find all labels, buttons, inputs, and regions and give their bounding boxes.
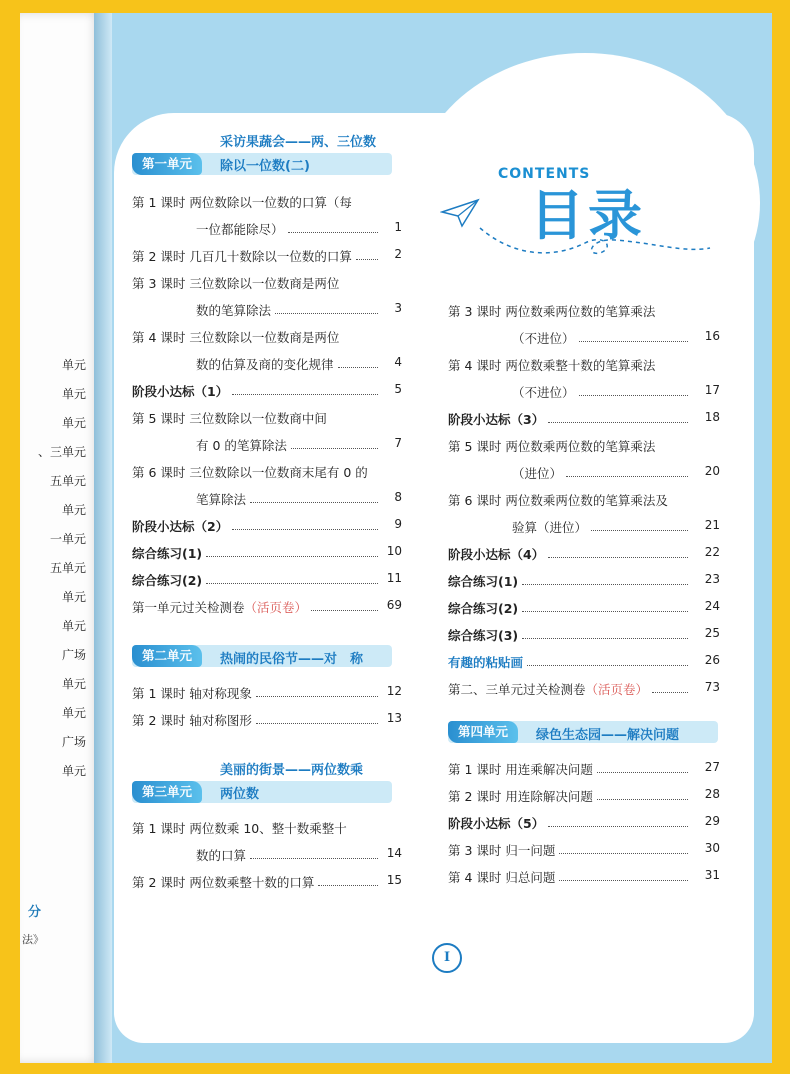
toc-entry-continuation: 数的口算 xyxy=(196,848,247,863)
dot-leader xyxy=(579,395,688,396)
toc-entry-text: 第 1 课时 轴对称现象 xyxy=(132,686,252,701)
dot-leader xyxy=(256,723,378,724)
toc-entry-text: 第 4 课时 归总问题 xyxy=(448,870,556,885)
toc-entry xyxy=(132,193,352,211)
toc-entry-text: 第 6 课时 三位数除以一位数商末尾有 0 的 xyxy=(132,465,368,480)
toc-entry-text: 第 2 课时 轴对称图形 xyxy=(132,713,252,728)
toc-entry xyxy=(132,517,228,535)
dot-leader xyxy=(548,557,688,558)
toc-page-number: 4 xyxy=(394,355,402,369)
loose-leaf-label: （活页卷） xyxy=(244,600,308,615)
toc-entry xyxy=(448,437,655,455)
toc-page-number: 18 xyxy=(704,410,720,424)
dot-leader xyxy=(591,530,688,531)
left-edge-unit-label: 、三单元 xyxy=(37,445,86,459)
toc-page-number: 7 xyxy=(394,436,402,450)
dot-leader xyxy=(559,880,688,881)
toc-page-number: 10 xyxy=(386,544,402,558)
toc-entry-text: 第二、三单元过关检测卷 xyxy=(448,682,586,697)
left-edge-unit-label: 广场 xyxy=(61,735,86,749)
dot-leader xyxy=(597,772,688,773)
toc-entry-text: 第 3 课时 三位数除以一位数商是两位 xyxy=(132,276,340,291)
toc-entry xyxy=(448,760,593,778)
toc-entry xyxy=(448,410,544,428)
toc-entry xyxy=(132,463,368,481)
toc-page-number: 20 xyxy=(704,464,720,478)
toc-entry-continuation: 笔算除法 xyxy=(196,492,247,507)
toc-entry-text: 第 6 课时 两位数乘两位数的笔算乘法及 xyxy=(448,493,668,508)
toc-page-number: 28 xyxy=(704,787,720,801)
dot-leader xyxy=(275,313,378,314)
page-number: I xyxy=(432,943,462,973)
book-spread xyxy=(20,13,772,1063)
book-spine xyxy=(94,13,112,1063)
dot-leader xyxy=(522,611,688,612)
dot-leader xyxy=(311,610,378,611)
toc-page-number: 17 xyxy=(704,383,720,397)
unit-title: 绿色生态园——解决问题 xyxy=(536,728,680,743)
page-title: 目录 xyxy=(530,184,646,247)
toc-page-number: 29 xyxy=(704,814,720,828)
dot-leader xyxy=(548,422,688,423)
left-edge-unit-label: 单元 xyxy=(61,677,86,691)
dot-leader xyxy=(522,584,688,585)
toc-entry-text: 第 4 课时 两位数乘整十数的笔算乘法 xyxy=(448,358,656,373)
toc-page-number: 23 xyxy=(704,572,720,586)
toc-page-number: 22 xyxy=(704,545,720,559)
toc-page-number: 1 xyxy=(394,220,402,234)
left-page-text-1: 分 xyxy=(28,905,42,920)
toc-entry xyxy=(132,819,347,837)
dot-leader xyxy=(652,692,688,693)
toc-entry-text: 第 2 课时 用连除解决问题 xyxy=(448,789,593,804)
toc-entry-text: 第 1 课时 两位数乘 10、整十数乘整十 xyxy=(132,821,347,836)
toc-entry-text: 第 5 课时 两位数乘两位数的笔算乘法 xyxy=(448,439,656,454)
toc-entry-continuation: 数的笔算除法 xyxy=(196,303,272,318)
dot-leader xyxy=(522,638,688,639)
left-edge-unit-label: 单元 xyxy=(61,706,86,720)
dot-leader xyxy=(566,476,688,477)
toc-entry-continuation: 数的估算及商的变化规律 xyxy=(196,357,334,372)
toc-page-number: 31 xyxy=(704,868,720,882)
toc-entry xyxy=(448,841,555,859)
dot-leader xyxy=(318,885,378,886)
dot-leader xyxy=(291,448,378,449)
toc-entry-text: 有趣的粘贴画 xyxy=(448,655,524,670)
toc-entry xyxy=(132,328,339,346)
dot-leader xyxy=(288,232,378,233)
toc-entry xyxy=(132,711,252,729)
unit-title: 美丽的街景——两位数乘 xyxy=(220,763,364,778)
unit-badge: 第四单元 xyxy=(448,721,518,743)
toc-entry-text: 第 2 课时 几百几十数除以一位数的口算 xyxy=(132,249,352,264)
toc-entry-text: 第一单元过关检测卷 xyxy=(132,600,245,615)
toc-page-number: 73 xyxy=(704,680,720,694)
toc-entry-text: 第 2 课时 两位数乘整十数的口算 xyxy=(132,875,315,890)
toc-entry-continuation: （进位） xyxy=(512,466,563,481)
toc-entry-text: 阶段小达标（2） xyxy=(132,519,229,534)
toc-entry-text: 综合练习(2) xyxy=(448,601,519,616)
toc-entry xyxy=(448,572,518,590)
left-edge-unit-label: 单元 xyxy=(61,358,86,372)
toc-entry xyxy=(448,599,518,617)
dot-leader xyxy=(206,556,378,557)
toc-page-number: 3 xyxy=(394,301,402,315)
toc-entry-continuation: 有 0 的笔算除法 xyxy=(196,438,287,453)
toc-page-number: 13 xyxy=(386,711,402,725)
toc-entry xyxy=(132,598,307,616)
unit-title: 两位数 xyxy=(220,787,260,802)
toc-entry xyxy=(448,302,655,320)
toc-entry xyxy=(132,684,252,702)
dot-leader xyxy=(206,583,378,584)
dot-leader xyxy=(232,394,378,395)
toc-page-number: 2 xyxy=(394,247,402,261)
toc-entry-continuation: （不进位） xyxy=(512,385,575,400)
toc-entry xyxy=(132,382,228,400)
toc-entry-text: 阶段小达标（1） xyxy=(132,384,229,399)
toc-entry-text: 综合练习(2) xyxy=(132,573,203,588)
toc-entry xyxy=(132,571,202,589)
toc-entry-continuation: （不进位） xyxy=(512,331,575,346)
dot-leader xyxy=(579,341,688,342)
toc-page-number: 11 xyxy=(386,571,402,585)
dot-leader xyxy=(232,529,378,530)
toc-entry-text: 阶段小达标（4） xyxy=(448,547,545,562)
toc-entry xyxy=(132,247,352,265)
left-page-edge xyxy=(20,13,100,1063)
toc-entry xyxy=(448,653,523,671)
toc-entry-continuation: 一位都能除尽） xyxy=(196,222,284,237)
left-edge-unit-label: 广场 xyxy=(61,648,86,662)
dot-leader xyxy=(256,696,378,697)
toc-entry xyxy=(132,409,327,427)
left-edge-unit-label: 五单元 xyxy=(49,561,86,575)
contents-label: CONTENTS xyxy=(498,166,591,182)
dot-leader xyxy=(527,665,688,666)
dot-leader xyxy=(597,799,688,800)
left-page-text-2: 法》 xyxy=(22,933,44,946)
dot-leader xyxy=(250,502,378,503)
toc-page-number: 8 xyxy=(394,490,402,504)
toc-page-number: 25 xyxy=(704,626,720,640)
unit-badge: 第二单元 xyxy=(132,645,202,667)
left-edge-unit-label: 单元 xyxy=(61,619,86,633)
left-edge-unit-label: 单元 xyxy=(61,590,86,604)
loose-leaf-label: （活页卷） xyxy=(585,682,649,697)
toc-entry-text: 第 5 课时 三位数除以一位数商中间 xyxy=(132,411,327,426)
left-edge-unit-label: 单元 xyxy=(61,764,86,778)
toc-entry xyxy=(448,868,555,886)
toc-page-number: 30 xyxy=(704,841,720,855)
left-page-units xyxy=(20,351,94,786)
unit-badge: 第一单元 xyxy=(132,153,202,175)
toc-page-number: 9 xyxy=(394,517,402,531)
toc-entry-text: 阶段小达标（5） xyxy=(448,816,545,831)
toc-entry xyxy=(448,545,544,563)
toc-page-number: 16 xyxy=(704,329,720,343)
unit-title: 热闹的民俗节——对 称 xyxy=(220,652,364,667)
toc-page-number: 21 xyxy=(704,518,720,532)
dot-leader xyxy=(548,826,688,827)
toc-entry-text: 综合练习(1) xyxy=(448,574,519,589)
toc-page-number: 27 xyxy=(704,760,720,774)
toc-page-number: 24 xyxy=(704,599,720,613)
dot-leader xyxy=(250,858,378,859)
toc-entry xyxy=(132,873,314,891)
toc-entry-text: 第 3 课时 两位数乘两位数的笔算乘法 xyxy=(448,304,656,319)
toc-page-number: 5 xyxy=(394,382,402,396)
toc-entry-text: 综合练习(3) xyxy=(448,628,519,643)
toc-page-number: 12 xyxy=(386,684,402,698)
left-edge-unit-label: 五单元 xyxy=(49,474,86,488)
left-edge-unit-label: 单元 xyxy=(61,387,86,401)
toc-entry xyxy=(448,680,648,698)
toc-page-number: 15 xyxy=(386,873,402,887)
toc-page-number: 69 xyxy=(386,598,402,612)
toc-entry-text: 综合练习(1) xyxy=(132,546,203,561)
left-edge-unit-label: 一单元 xyxy=(49,532,86,546)
toc-entry-text: 第 1 课时 用连乘解决问题 xyxy=(448,762,593,777)
toc-entry xyxy=(132,544,202,562)
toc-entry-text: 阶段小达标（3） xyxy=(448,412,545,427)
unit-title: 除以一位数(二) xyxy=(220,159,310,174)
toc-entry xyxy=(448,814,544,832)
toc-page-number: 14 xyxy=(386,846,402,860)
toc-entry-text: 第 3 课时 归一问题 xyxy=(448,843,556,858)
toc-entry-text: 第 1 课时 两位数除以一位数的口算（每 xyxy=(132,195,352,210)
toc-page-number: 26 xyxy=(704,653,720,667)
unit-title: 采访果蔬会——两、三位数 xyxy=(220,135,377,150)
toc-entry-continuation: 验算（进位） xyxy=(512,520,588,535)
left-edge-unit-label: 单元 xyxy=(61,416,86,430)
toc-entry xyxy=(448,626,518,644)
unit-badge: 第三单元 xyxy=(132,781,202,803)
dashed-swirl-decoration xyxy=(475,218,715,268)
paper-plane-icon xyxy=(440,198,480,228)
dot-leader xyxy=(559,853,688,854)
toc-entry xyxy=(448,491,668,509)
toc-entry xyxy=(448,787,593,805)
left-edge-unit-label: 单元 xyxy=(61,503,86,517)
toc-entry xyxy=(132,274,339,292)
toc-entry-text: 第 4 课时 三位数除以一位数商是两位 xyxy=(132,330,340,345)
toc-entry xyxy=(448,356,655,374)
